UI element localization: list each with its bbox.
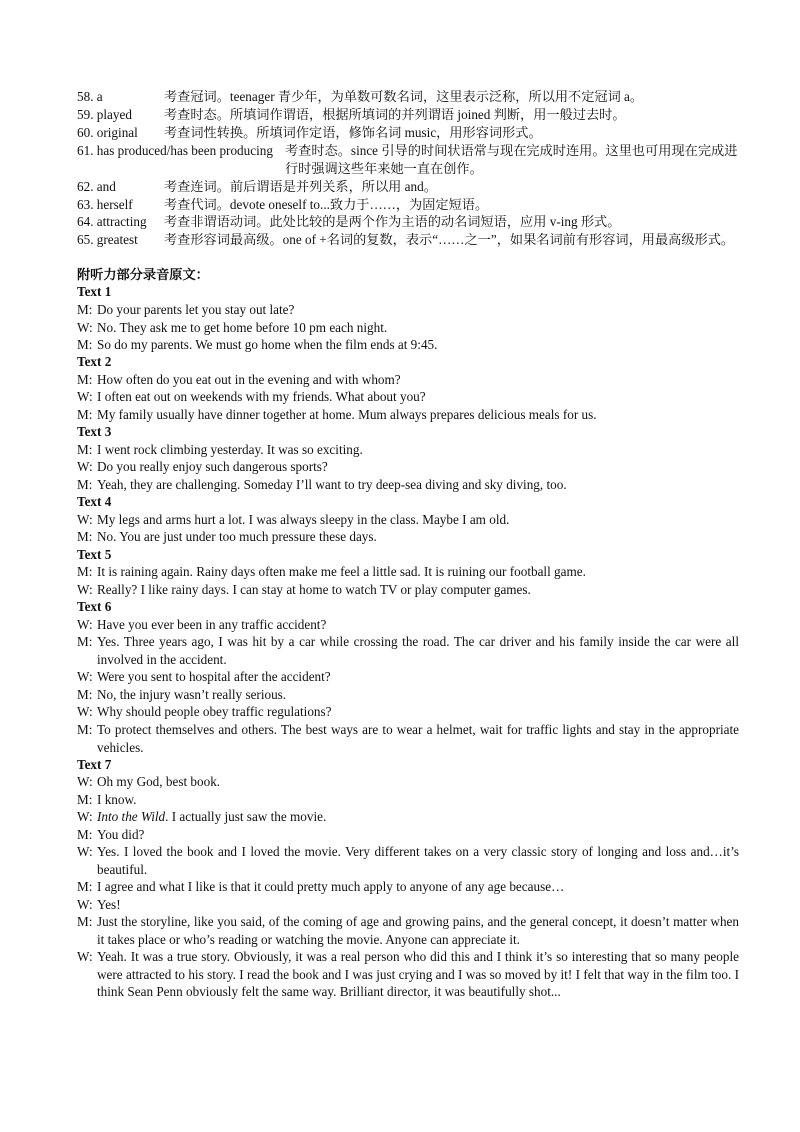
speaker: M:: [77, 879, 93, 894]
answer-number: 59. played: [77, 107, 132, 122]
book-title: Into the Wild: [97, 809, 166, 824]
utterance: I often eat out on weekends with my friends. What about you?: [97, 389, 426, 404]
utterance: Just the storyline, like you said, of the coming of age and growing pains, and the general concept, it doesn’t matter when it takes place or who’s reading or watching the movie. Anyone can appreciate it.: [97, 914, 739, 947]
speaker: M:: [77, 827, 93, 842]
utterance: My legs and arms hurt a lot. I was always sleepy in the class. Maybe I am old.: [97, 512, 510, 527]
dialogue-line: [77, 511, 739, 529]
utterance: Do you really enjoy such dangerous sports?: [97, 459, 328, 474]
dialogue-line: [77, 668, 739, 686]
utterance: It is raining again. Rainy days often make me feel a little sad. It is ruining our football game.: [97, 564, 586, 579]
dialogue-line: [77, 476, 739, 494]
speaker: W:: [77, 459, 93, 474]
speaker: W:: [77, 582, 93, 597]
utterance: I went rock climbing yesterday. It was so exciting.: [97, 442, 363, 457]
dialogue-line: [77, 371, 739, 389]
speaker: W:: [77, 389, 93, 404]
dialogue-line: [77, 336, 739, 354]
speaker: W:: [77, 844, 93, 859]
section-title: Text 4: [77, 494, 112, 509]
utterance: You did?: [97, 827, 145, 842]
dialogue-line: [77, 388, 739, 406]
answer-explanation: 考查时态。since 引导的时间状语常与现在完成时连用。这里也可用现在完成进行时强调这些年来她一直在创作。: [285, 143, 738, 176]
speaker: M:: [77, 722, 93, 737]
speaker: M:: [77, 372, 93, 387]
speaker: M:: [77, 442, 93, 457]
utterance: How often do you eat out in the evening and with whom?: [97, 372, 401, 387]
answer-explanation: 考查时态。所填词作谓语，根据所填词的并列谓语 joined 判断，用一般过去时。: [164, 107, 626, 122]
answer-explanation: 考查形容词最高级。one of +名词的复数，表示“……之一”，如果名词前有形容词，用最高级形式。: [164, 232, 735, 247]
answer-number: 65. greatest: [77, 232, 138, 247]
dialogue-line: [77, 406, 739, 424]
speaker: M:: [77, 529, 93, 544]
dialogue-line: [77, 703, 739, 721]
utterance: I know.: [97, 792, 137, 807]
dialogue-line: [77, 616, 739, 634]
dialogue-line: [77, 791, 739, 809]
utterance: No, the injury wasn’t really serious.: [97, 687, 287, 702]
answer-number: 63. herself: [77, 197, 133, 212]
speaker: W:: [77, 617, 93, 632]
answer-number: 58. a: [77, 89, 103, 104]
utterance: Yeah. It was a true story. Obviously, it was a real person who did this and I think it’s so interesting that so many people were attracted to his story. I read the book and I was just crying and I was so moved by it! I felt that way in the film too. I think Sean Penn obviously felt the same way. Brilliant director, it was beautifully shot...: [97, 949, 739, 1000]
answer-number: 60. original: [77, 125, 138, 140]
utterance: Do your parents let you stay out late?: [97, 302, 295, 317]
speaker: W:: [77, 949, 93, 964]
speaker: W:: [77, 704, 93, 719]
utterance: Yes. I loved the book and I loved the movie. Very different takes on a very classic story of longing and loss and…it’s beautiful.: [97, 844, 739, 877]
answer-explanation: 考查冠词。teenager 青少年，为单数可数名词，这里表示泛称，所以用不定冠词 a。: [164, 89, 644, 104]
speaker: M:: [77, 634, 93, 649]
utterance: [77, 808, 739, 826]
speaker: M:: [77, 337, 93, 352]
speaker: W:: [77, 774, 93, 789]
utterance: So do my parents. We must go home when the film ends at 9:45.: [97, 337, 438, 352]
speaker: W:: [77, 897, 93, 912]
dialogue-line: [77, 686, 739, 704]
section-title: Text 6: [77, 599, 112, 614]
dialogue-line: [77, 319, 739, 337]
utterance: No. They ask me to get home before 10 pm each night.: [97, 320, 388, 335]
utterance: Oh my God, best book.: [97, 774, 221, 789]
answer-explanation: 考查非谓语动词。此处比较的是两个作为主语的动名词短语，应用 v-ing 形式。: [164, 214, 621, 229]
utterance: Why should people obey traffic regulations?: [97, 704, 332, 719]
speaker: M:: [77, 687, 93, 702]
answer-number: 62. and: [77, 179, 116, 194]
section-title: Text 7: [77, 757, 112, 772]
dialogue-line: [77, 948, 739, 1001]
dialogue-line: [77, 896, 739, 914]
utterance: Have you ever been in any traffic accident?: [97, 617, 327, 632]
speaker: M:: [77, 792, 93, 807]
utterance: I agree and what I like is that it could pretty much apply to anyone of any age because…: [97, 879, 565, 894]
speaker: W:: [77, 512, 93, 527]
speaker: M:: [77, 914, 93, 929]
section-title: Text 3: [77, 424, 112, 439]
dialogue-line: [77, 458, 739, 476]
answer-explanation: 考查代词。devote oneself to...致力于……，为固定短语。: [164, 197, 489, 212]
speaker: W:: [77, 320, 93, 335]
utterance: Yeah, they are challenging. Someday I’ll want to try deep-sea diving and sky diving, too.: [97, 477, 567, 492]
dialogue-line: [77, 808, 739, 826]
dialogue-line: [77, 441, 739, 459]
utterance: Yes!: [97, 897, 121, 912]
speaker: W:: [77, 809, 93, 824]
utterance: Were you sent to hospital after the accident?: [97, 669, 331, 684]
dialogue-line: [77, 563, 739, 581]
section-title: Text 1: [77, 284, 112, 299]
dialogue-line: [77, 773, 739, 791]
appendix-title: 附听力部分录音原文：: [77, 267, 209, 282]
speaker: M:: [77, 302, 93, 317]
dialogue-line: [77, 843, 739, 878]
answer-explanation: 考查连词。前后谓语是并列关系，所以用 and。: [164, 179, 437, 194]
dialogue-line: [77, 581, 739, 599]
speaker: M:: [77, 564, 93, 579]
utterance: My family usually have dinner together at home. Mum always prepares delicious meals for us.: [97, 407, 597, 422]
speaker: W:: [77, 669, 93, 684]
utterance: Yes. Three years ago, I was hit by a car while crossing the road. The car driver and his family inside the car were all involved in the accident.: [97, 634, 739, 667]
speaker: M:: [77, 407, 93, 422]
dialogue-line: [77, 528, 739, 546]
utterance: To protect themselves and others. The best ways are to wear a helmet, wait for traffic lights and stay in the appropriate vehicles.: [97, 722, 739, 755]
section-title: Text 2: [77, 354, 112, 369]
utterance: Really? I like rainy days. I can stay at home to watch TV or play computer games.: [97, 582, 531, 597]
dialogue-line: [77, 721, 739, 756]
section-title: Text 5: [77, 547, 112, 562]
utterance-rest: . I actually just saw the movie.: [165, 809, 327, 824]
answer-number: 61. has produced/has been producing: [77, 143, 273, 158]
utterance: No. You are just under too much pressure these days.: [97, 529, 377, 544]
dialogue-line: [77, 301, 739, 319]
answer-explanation: 考查词性转换。所填词作定语，修饰名词 music，用形容词形式。: [164, 125, 542, 140]
dialogue-line: [77, 826, 739, 844]
speaker: M:: [77, 477, 93, 492]
dialogue-line: [77, 913, 739, 948]
dialogue-line: [77, 878, 739, 896]
answer-number: 64. attracting: [77, 214, 147, 229]
dialogue-line: [77, 633, 739, 668]
